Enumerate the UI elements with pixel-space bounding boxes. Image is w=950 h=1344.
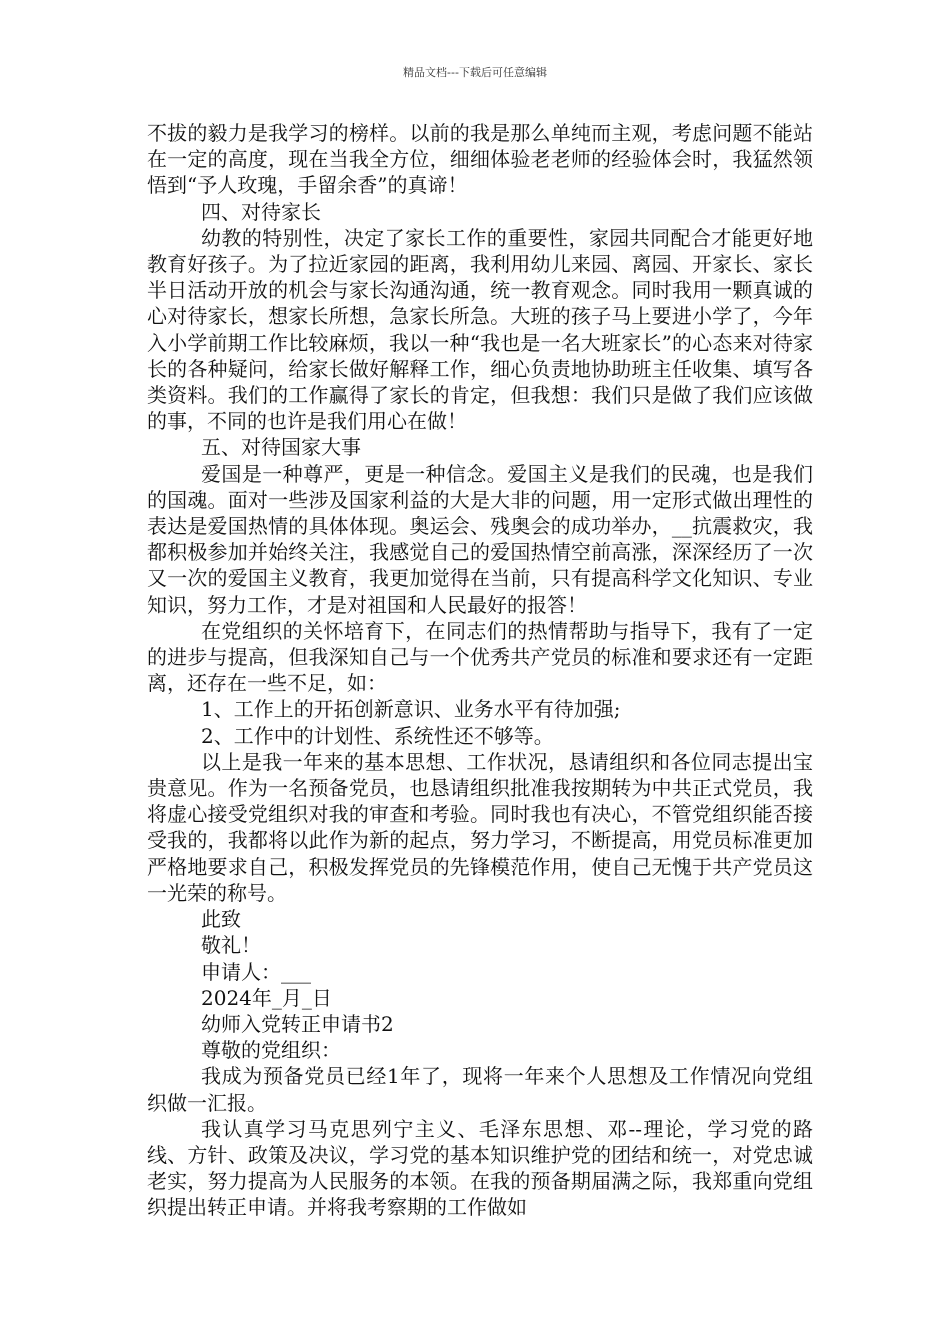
section-heading: 四、对待家长 — [201, 199, 321, 224]
paragraph: 我成为预备党员已经1年了，现将一年来个人思想及工作情况向党组织做一汇报。 — [147, 1064, 813, 1115]
list-item: 1、工作上的开拓创新意识、业务水平有待加强; — [201, 697, 621, 722]
document-body — [147, 120, 813, 1221]
paragraph: 以上是我一年来的基本思想、工作状况，恳请组织和各位同志提出宝贵意见。作为一名预备党员，也恳请组织批准我按期转为中共正式党员，我将虚心接受党组织对我的审查和考验。同时我也有决心，不管党组织能否接受我的，我都将以此作为新的起点，努力学习，不断提高，用党员标准更加严格地要求自己，积极发挥党员的先锋模范作用，使自己无愧于共产党员这一光荣的称号。 — [147, 749, 813, 905]
list-item: 2、工作中的计划性、系统性还不够等。 — [201, 723, 554, 748]
paragraph: 幼教的特别性，决定了家长工作的重要性，家园共同配合才能更好地教育好孩子。为了拉近家园的距离，我利用幼儿来园、离园、开家长、家长半日活动开放的机会与家长沟通沟通，统一教育观念。同时我用一颗真诚的心对待家长，想家长所想，急家长所急。大班的孩子马上要进小学了，今年入小学前期工作比较麻烦，我以一种“我也是一名大班家长”的心态来对待家长的各种疑问，给家长做好解释工作，细心负责地协助班主任收集、填写各类资料。我们的工作赢得了家长的肯定，但我想：我们只是做了我们应该做的事，不同的也许是我们用心在做！ — [147, 225, 813, 434]
paragraph: 不拔的毅力是我学习的榜样。以前的我是那么单纯而主观，考虑问题不能站在一定的高度，现在当我全方位，细细体验老老师的经验体会时，我猛然领悟到“予人玫瑰，手留余香”的真谛！ — [147, 121, 813, 198]
paragraph: 爱国是一种尊严，更是一种信念。爱国主义是我们的民魂，也是我们的国魂。面对一些涉及国家利益的大是大非的问题，用一定形式做出理性的表达是爱国热情的具体体现。奥运会、残奥会的成功举办，__抗震救灾，我都积极参加并始终关注，我感觉自己的爱国热情空前高涨，深深经历了一次又一次的爱国主义教育，我更加觉得在当前，只有提高科学文化知识、专业知识，努力工作，才是对祖国和人民最好的报答！ — [147, 461, 813, 617]
date-line: 2024年_月_日 — [201, 985, 332, 1010]
closing-line: 此致 — [201, 907, 241, 932]
closing-salute: 敬礼！ — [201, 933, 261, 958]
salutation: 尊敬的党组织： — [201, 1038, 341, 1063]
document-subtitle: 幼师入党转正申请书2 — [201, 1011, 394, 1036]
applicant-line: 申请人：___ — [201, 959, 311, 984]
page-header: 精品文档---下载后可任意编辑 — [403, 66, 547, 79]
section-heading: 五、对待国家大事 — [201, 435, 361, 460]
paragraph: 在党组织的关怀培育下，在同志们的热情帮助与指导下，我有了一定的进步与提高，但我深知自己与一个优秀共产党员的标准和要求还有一定距离，还存在一些不足，如： — [147, 618, 813, 696]
paragraph: 我认真学习马克思列宁主义、毛泽东思想、邓--理论，学习党的路线、方针、政策及决议，学习党的基本知识维护党的团结和统一，对党忠诚老实，努力提高为人民服务的本领。在我的预备期届满之际，我郑重向党组织提出转正申请。并将我考察期的工作做如 — [147, 1116, 813, 1220]
